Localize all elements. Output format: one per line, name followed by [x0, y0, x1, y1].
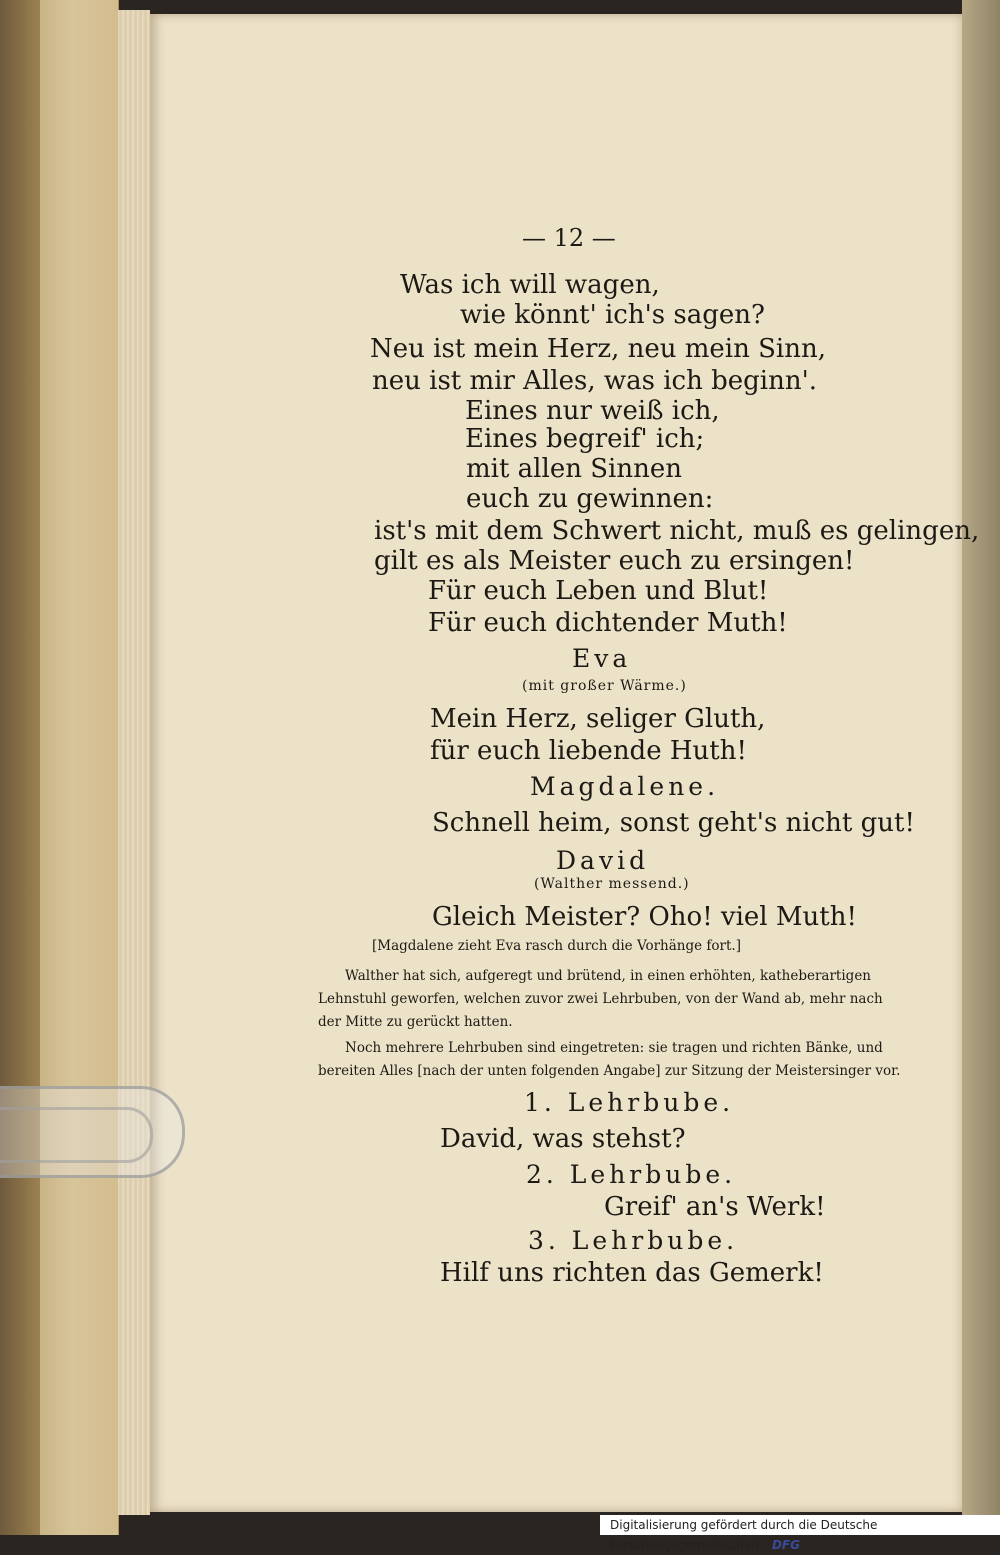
verse-line: Gleich Meister? Oho! viel Muth!: [432, 902, 857, 932]
stage-direction: (Walther messend.): [534, 876, 690, 892]
stage-direction: (mit großer Wärme.): [522, 678, 687, 694]
verse-line: Greif' an's Werk!: [604, 1192, 826, 1222]
verse-line: euch zu gewinnen:: [466, 484, 714, 514]
page-edges: [118, 10, 150, 1515]
speaker-name-lehrbube-1: 1. Lehrbube.: [524, 1088, 735, 1117]
speaker-name-eva: Eva: [572, 644, 632, 673]
stage-direction-line: Noch mehrere Lehrbuben sind eingetreten: sie tragen und richten Bänke, und: [345, 1040, 883, 1056]
speaker-name-david: David: [556, 846, 650, 875]
verse-line: Eines nur weiß ich,: [465, 396, 720, 426]
book-cover-edge: [0, 0, 40, 1535]
footer-text: Digitalisierung gefördert durch die Deutsche Forschungsgemeinschaft -: [610, 1518, 878, 1552]
digitization-footer: [600, 1515, 1000, 1552]
verse-line: ist's mit dem Schwert nicht, muß es gelingen,: [374, 516, 980, 546]
verse-line: wie könnt' ich's sagen?: [460, 300, 765, 330]
verse-line: für euch liebende Huth!: [430, 736, 747, 766]
verse-line: Eines begreif' ich;: [465, 424, 705, 454]
stage-direction-line: Walther hat sich, aufgeregt und brütend, in einen erhöhten, katheberartigen: [345, 968, 872, 984]
verse-line: Neu ist mein Herz, neu mein Sinn,: [370, 334, 826, 364]
verse-line: Für euch Leben und Blut!: [428, 576, 769, 606]
page-shadow-right: [962, 0, 1000, 1535]
speaker-name-lehrbube-3: 3. Lehrbube.: [528, 1226, 739, 1255]
stage-direction-line: der Mitte zu gerückt hatten.: [318, 1014, 513, 1030]
verse-line: gilt es als Meister euch zu ersingen!: [374, 546, 855, 576]
book-cover-board: [40, 0, 119, 1535]
paper-clip: [0, 1086, 185, 1178]
stage-direction-line: Lehnstuhl geworfen, welchen zuvor zwei Lehrbuben, von der Wand ab, mehr nach: [318, 991, 883, 1007]
verse-line: Schnell heim, sonst geht's nicht gut!: [432, 808, 915, 838]
verse-line: Mein Herz, seliger Gluth,: [430, 704, 766, 734]
verse-line: Für euch dichtender Muth!: [428, 608, 788, 638]
verse-line: mit allen Sinnen: [466, 454, 682, 484]
speaker-name-lehrbube-2: 2. Lehrbube.: [526, 1160, 737, 1189]
stage-direction-line: bereiten Alles [nach der unten folgenden Angabe] zur Sitzung der Meistersinger vor.: [318, 1063, 901, 1079]
verse-line: Hilf uns richten das Gemerk!: [440, 1258, 824, 1288]
speaker-name-magdalene: Magdalene.: [530, 772, 720, 801]
dfg-logo: DFG: [771, 1538, 800, 1552]
stage-direction: [Magdalene zieht Eva rasch durch die Vorhänge fort.]: [372, 938, 741, 954]
verse-line: neu ist mir Alles, was ich beginn'.: [372, 366, 817, 396]
verse-line: David, was stehst?: [440, 1124, 686, 1154]
verse-line: Was ich will wagen,: [400, 270, 660, 300]
page-number: — 12 —: [522, 224, 616, 252]
